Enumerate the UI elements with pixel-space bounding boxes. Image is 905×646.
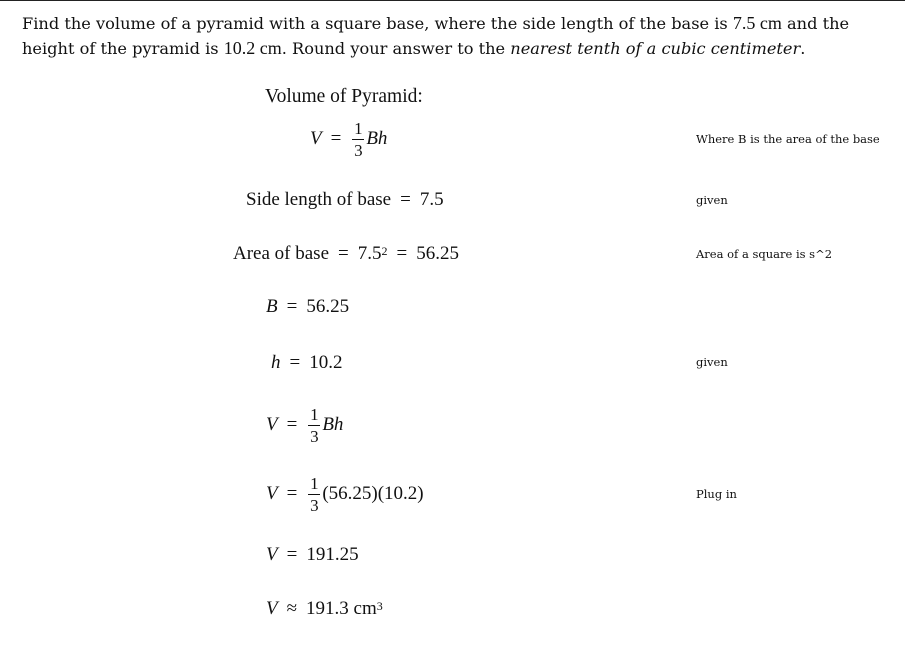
v4-row xyxy=(266,597,383,621)
formula-row xyxy=(310,116,387,162)
b-lhs: B xyxy=(266,296,278,317)
v1-rhs: Bh xyxy=(322,414,344,435)
v2-rhs: (56.25)(10.2) xyxy=(322,483,424,504)
v2-denominator: 3 xyxy=(310,495,319,515)
problem-text-2: and the height of the pyramid is xyxy=(22,14,850,58)
side-length-value: 7.5 cm xyxy=(732,13,782,33)
volume-heading: Volume of Pyramid: xyxy=(265,86,423,107)
v4-exponent: 3 xyxy=(376,598,383,613)
side-eq: = xyxy=(400,189,411,210)
v3-lhs: V xyxy=(266,544,278,565)
problem-text-4: . xyxy=(800,39,806,58)
area-eq2: = xyxy=(396,243,408,264)
formula-rhs: Bh xyxy=(366,128,388,149)
fraction-bar xyxy=(352,139,364,140)
v2-fraction xyxy=(308,475,320,514)
v1-row xyxy=(266,402,343,448)
side-value: 7.5 xyxy=(419,189,444,210)
area-value: 56.25 xyxy=(416,243,459,264)
v4-unit: cm xyxy=(353,598,377,619)
v2-row xyxy=(266,471,424,517)
v2-lhs: V xyxy=(266,483,278,504)
formula-fraction xyxy=(352,120,364,159)
area-eq: = xyxy=(338,243,349,264)
h-row xyxy=(271,351,342,375)
h-note: given xyxy=(696,355,728,369)
fraction-bar xyxy=(308,425,320,426)
formula-denominator: 3 xyxy=(354,140,363,160)
area-note: Area of a square is s^2 xyxy=(696,247,833,261)
v4-value: 191.3 xyxy=(306,598,349,619)
v1-eq: = xyxy=(286,414,298,435)
problem-statement xyxy=(22,11,890,61)
v1-fraction xyxy=(308,406,320,445)
formula-eq: = xyxy=(330,128,342,149)
h-lhs: h xyxy=(271,352,281,373)
area-row xyxy=(233,242,459,266)
formula-lhs: V xyxy=(310,128,322,149)
fraction-bar xyxy=(308,494,320,495)
formula-numerator: 1 xyxy=(354,118,363,138)
area-base: 7.5 xyxy=(357,243,382,264)
v1-lhs: V xyxy=(266,414,278,435)
top-divider xyxy=(0,0,905,1)
side-note: given xyxy=(696,193,728,207)
b-row xyxy=(266,295,349,319)
area-exponent: 2 xyxy=(381,243,388,258)
v1-numerator: 1 xyxy=(310,404,319,424)
side-label: Side length of base xyxy=(246,189,392,210)
problem-text-1: Find the volume of a pyramid with a square base, where the side length of the base is xyxy=(22,14,733,33)
b-eq: = xyxy=(286,296,298,317)
area-label: Area of base xyxy=(233,243,330,264)
height-value: 10.2 cm xyxy=(223,38,282,58)
v1-denominator: 3 xyxy=(310,426,319,446)
rounding-instruction: nearest tenth of a cubic centimeter xyxy=(510,39,801,58)
formula-note: Where B is the area of the base xyxy=(696,132,880,146)
v3-value: 191.25 xyxy=(306,544,359,565)
v3-eq: = xyxy=(286,544,298,565)
v4-lhs: V xyxy=(266,598,278,619)
h-eq: = xyxy=(289,352,301,373)
v2-note: Plug in xyxy=(696,487,737,501)
b-value: 56.25 xyxy=(306,296,350,317)
side-row xyxy=(246,188,444,212)
v4-approx: ≈ xyxy=(286,598,298,619)
v2-numerator: 1 xyxy=(310,473,319,493)
h-value: 10.2 xyxy=(309,352,343,373)
v2-eq: = xyxy=(286,483,298,504)
v3-row xyxy=(266,543,359,567)
problem-text-3: . Round your answer to the xyxy=(281,39,511,58)
